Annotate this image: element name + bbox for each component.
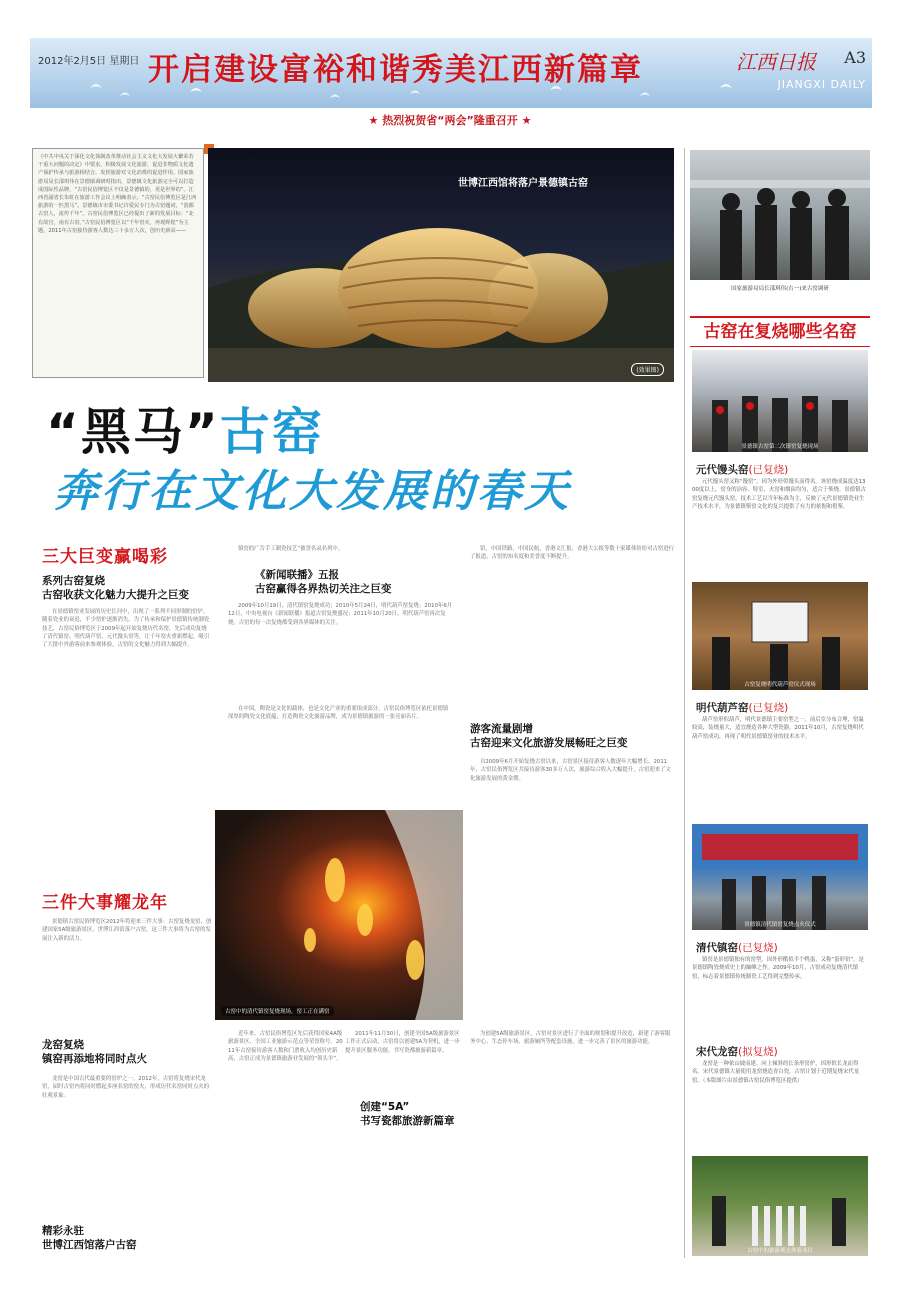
kiln-fire-photo [215,810,463,1020]
expo-pavilion-rendering [208,148,674,382]
main-subheadline: 奔行在文化大发展的春天 [54,466,571,517]
paper-name-en: JIANGXI DAILY [777,78,866,91]
page-number: A3 [844,48,866,67]
right-photo5-caption: 古窑中的旅游观光体验项目 [746,1248,813,1254]
masthead [30,38,872,108]
subhead-5a: 创建“5A” 书写瓷都旅游新篇章 [360,1101,455,1127]
right-photo-gourd-kiln [692,582,868,690]
right-section-header: 古窑在复烧哪些名窑 [690,316,870,347]
article-text: 在景德镇窑业发展的历史长河中，出现了一系列不同形制的窑炉。随着瓷业的衰退，不少窑炉逐渐消失。为了传承和保护景德镇传统制瓷技艺，古窑民俗博览区于2009年起开始复烧历代名窑，先后成功复烧了清代镇窑、明代葫芦窑、元代馒头窑等，让千年窑火重新燃起，吸引了大批中外游客前来参观体验，古窑的文化魅力得到大幅提升。 [42,609,210,649]
main-photo-caption: 世博江西馆将落户景德镇古窑 [458,178,588,189]
article-text: 自2009年6月开始复烧古窑以来，古窑景区接待游客人数逐年大幅增长。2011年，古窑民俗博览区共接待游客30多万人次，旅游综合收入大幅提升，古窑迎来了文化旅游发展的黄金期。 [470,759,671,782]
subhead-expo-pavilion: 精彩永驻 世博江西馆落户古窑 [42,1225,137,1251]
right-photo-qing-kiln [692,824,868,930]
right-photo2-caption: 景德镇古窑第二次镇窑复烧现场 [741,444,819,450]
officials-visit-image [690,150,870,280]
right-photo-tour [692,1156,868,1256]
right-photo3-caption: 古窑复烧明代葫芦窑仪式现场 [744,682,816,688]
tour-image [692,1156,868,1256]
photo-credit: (效果图) [631,363,664,376]
kiln-song-text: 龙窑是一种依山坡而建、向上倾斜的长条形窑炉，因形似长龙而得名。宋代景德镇大量使用龙窑烧造青白瓷，古窑计划于近期复烧宋代龙窑。（本版图片由景德镇古窑民俗博览区提供） [692,1061,860,1084]
article-text: 2011年11月30日，创建全国5A级旅游景区工作正式启动，古窑将以创建5A为契机，进一步提升景区服务功能，书写瓷都旅游新篇章。 [345,1031,460,1054]
subhead-kiln-revival: 系列古窑复烧 古窑收获文化魅力大提升之巨变 [42,575,189,601]
ceremony-image [692,350,868,452]
subhead-dragon-kiln: 龙窑复烧 镇窑再添地将同时点火 [42,1039,147,1065]
article-text: 镇窑的广告手工制瓷技艺”被誉名录名列中。 [238,546,344,552]
right-photo-officials [690,150,870,280]
slogan: ★ 热烈祝贺省“两会”隆重召开 ★ [368,114,532,127]
article-text: 在中国，陶瓷是文化的载体，也是文化产业的重要组成部分。古窑民俗博览区依托景德镇深厚的陶瓷文化底蕴，打造陶瓷文化旅游品牌，成为景德镇旅游的一张亮丽名片。 [228,706,449,721]
star-icon: ★ [368,114,379,127]
section-title-changes: 三大巨变赢喝彩 [42,547,168,567]
kiln-ming-title: 明代葫芦窑(已复烧) [696,702,789,714]
section-title-three-events: 三件大事耀龙年 [42,893,168,913]
article-text: 为创建5A级旅游景区，古窑对景区进行了全面的规划和提升改造，新建了游客服务中心、生态停车场、旅游厕所等配套设施，进一步完善了景区的旅游功能。 [470,1031,671,1046]
kiln-ming-text: 葫芦窑形似葫芦，明代景德镇主要窑型之一。前后室分布合理，窑温较高，装烧量大，适宜烧造各种大型瓷器。2011年10月，古窑复烧明代葫芦窑成功，再现了明代景德镇窑业的技术水平。 [692,717,864,740]
intro-text: 《中共中央关于深化文化体制改革推动社会主义文化大发展大繁荣若干重大问题的决定》中要求，积极发展文化旅游，促进非物质文化遗产保护传承与旅游相结合。发挥旅游对文化消费的促进作用。国家旅游局局长邵琪伟在景德镇调研时指出，景德镇文化旅游完全可以打造成国际性品牌，“古窑民俗博览区不仅是景德镇的，更是世界的”。江西省副省长朱虹在旅游工作会议上明确表示，“古窑民俗博览区是江西旅游的一匹黑马”。景德镇市市委书记许爱民专门为古窑题词，“瓷都古窑人，流传千年”。古窑民俗博览区已经提出了新的发展目标：“北有故宫，南有古窑。”古窑民俗博览区以“千年窑火，再现辉煌”为主题，2011年古窑接待游客人数达三十多万人次，创历史新高—— [38,154,197,234]
kiln-firing-image [215,810,463,1020]
banner-headline: 开启建设富裕和谐秀美江西新篇章 [148,52,643,88]
fire-photo-caption: 古窑中的清代镇窑复烧现场，窑工正在满窑 [221,1006,334,1016]
qing-kiln-image [692,824,868,930]
subhead-news-broadcast: 《新闻联播》五报 古窑赢得各界热切关注之巨变 [255,569,392,595]
article-text: 龙窑是中国古代最重要的窑炉之一。2012年，古窑将复烧宋代龙窑，届时古窑内将同时燃起多座名窑的窑火，形成历代名窑同时点火的壮观景象。 [42,1076,210,1099]
article-text: 景德镇古窑民俗博览区2012年将迎来三件大事：古窑复烧龙窑、创建国家5A级旅游景区、世博江西馆落户古窑。这三件大事将为古窑的发展注入新的活力。 [42,919,212,942]
right-photo4-caption: 景德镇清代镇窑复烧点火仪式 [744,922,816,928]
paper-logo: 江西日报 [736,50,816,74]
main-headline: “黑马”古窑 [46,403,324,461]
article-text: 馆，中国铁路，中国民航，香港文汇报，香港大公报等数十家媒体纷纷对古窑进行了报道，古窑的知名度和美誉度不断提升。 [470,546,675,561]
issue-date: 2012年2月5日 星期日 [38,56,140,67]
intro-box [32,148,204,378]
kiln-yuan-text: 元代馒头窑又称“馒窑”，因为外形似馒头而得名。该窑烧成温度达1300度以上，窑身的冶容、特室、火窑和烟囱均匀，适合于柴烧。景德镇古窑复烧元代馒头窑，技术工艺以当年标准为主，反映了元代景德镇瓷业生产技术水平，为景德镇柴窑文化的复兴提供了有力的依据和借鉴。 [692,479,866,511]
kiln-qing-title: 清代镇窑(已复烧) [696,942,778,954]
star-icon: ★ [521,114,532,127]
right-photo-ceremony [692,350,868,452]
subhead-tourist-flow: 游客流量剧增 古窑迎来文化旅游发展畅旺之巨变 [470,723,628,749]
right-photo1-caption: 国家旅游局局长邵琪伟(右一)来古窑调研 [731,286,829,292]
kiln-song-title: 宋代龙窑(拟复烧) [696,1046,778,1058]
article-text: 近年来，古窑民俗博览区先后获得国家4A级旅游景区、全国工业旅游示范点等荣誉称号。2011年古窑接待游客人数和门票收入均创历史新高，古窑正成为景德镇旅游业发展的“领头羊”。 [228,1031,343,1062]
kiln-qing-text: 镇窑是景德镇独有的窑型，因外形酷似半个鸭蛋，又称“蛋形窑”，是景德镇陶瓷烧成史上的巅峰之作。2009年10月，古窑成功复烧清代镇窑，标志着景德镇传统制瓷工艺得到完整传承。 [692,957,864,980]
column-divider [684,148,685,1258]
main-photo [208,148,674,382]
article-text: 2009年10月19日，清代镇窑复烧成功；2010年5月24日，明代葫芦窑复烧；2010年6月12日，中央电视台《新闻联播》报道古窑复烧盛况；2011年10月20日，明代葫芦窑再次复烧。古窑的每一次复烧都受到各界媒体的关注。 [228,603,453,626]
kiln-yuan-title: 元代馒头窑(已复烧) [696,464,789,476]
gourd-kiln-image [692,582,868,690]
